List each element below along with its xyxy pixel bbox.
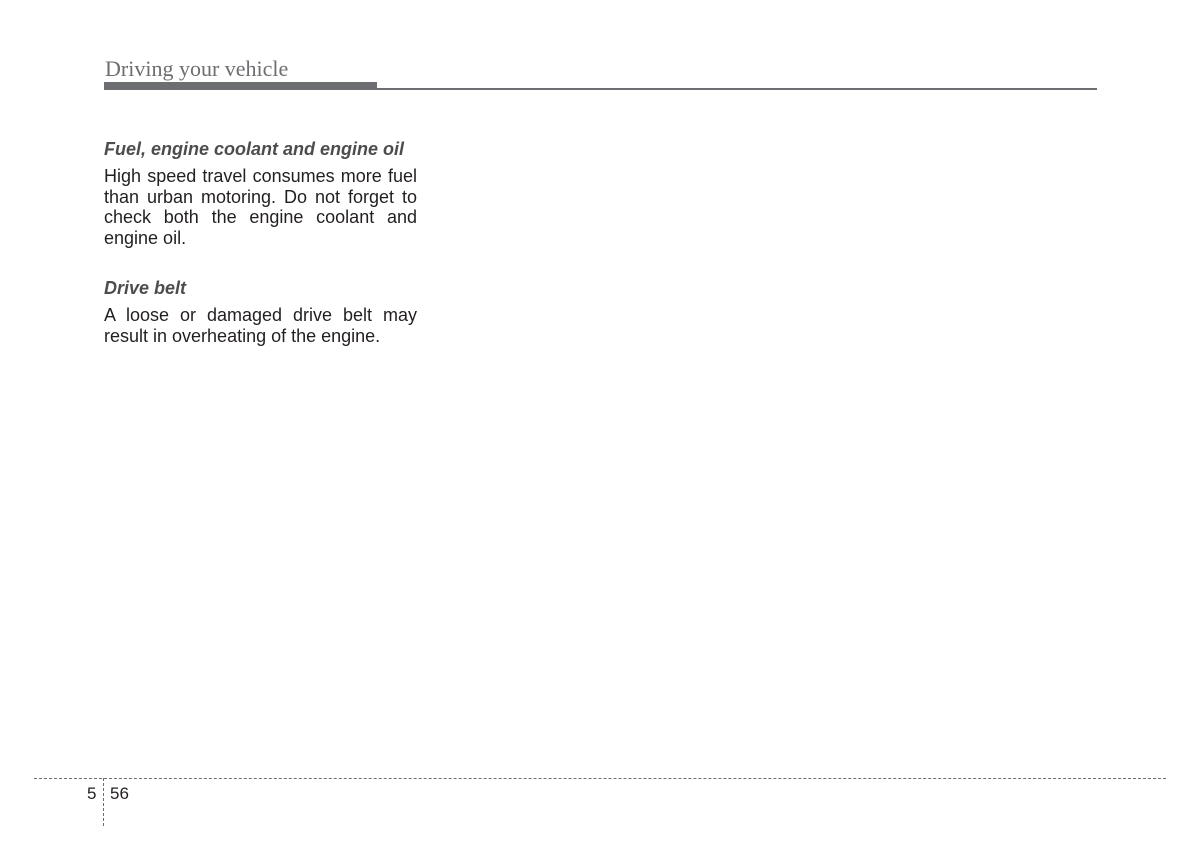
- header-rule: [377, 88, 1097, 90]
- chapter-number: 5: [87, 784, 97, 803]
- content-column: [104, 139, 417, 376]
- footer-dashed-rule: [34, 778, 1166, 779]
- page-header-title: Driving your vehicle: [105, 56, 289, 81]
- section-body: A loose or damaged drive belt may result in overheating of the engine.: [104, 305, 417, 346]
- section-heading: Fuel, engine coolant and engine oil: [104, 139, 405, 159]
- header-bar-accent: [104, 82, 377, 90]
- section-body: High speed travel consumes more fuel than urban motoring. Do not forget to check both the engine coolant and engine oil.: [104, 166, 417, 248]
- section-drive-belt: [104, 278, 417, 346]
- section-fuel-coolant-oil: [104, 139, 417, 248]
- section-heading: Drive belt: [104, 278, 187, 298]
- footer-dashed-divider: [103, 778, 104, 826]
- page-number: 56: [110, 784, 129, 803]
